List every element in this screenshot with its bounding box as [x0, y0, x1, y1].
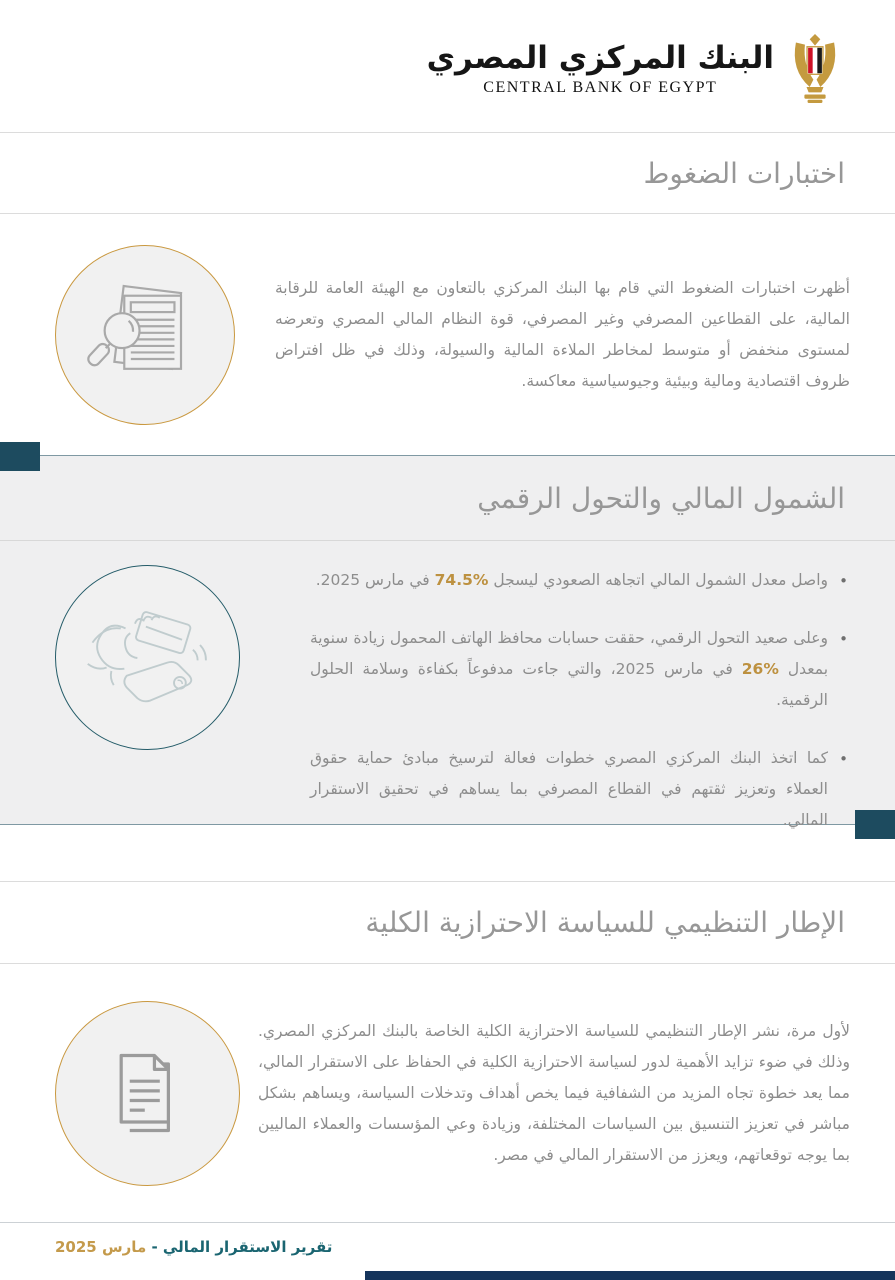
section-macroprudential-body	[0, 964, 895, 1222]
highlight-value: %26	[741, 660, 779, 678]
footer-report-name: تقرير الاستقرار المالي -	[146, 1238, 333, 1256]
cbe-eagle-emblem	[790, 34, 840, 104]
macroprudential-icon-circle	[55, 1001, 240, 1186]
band-edge-tab-start	[0, 442, 40, 471]
page-footer	[0, 1222, 895, 1280]
section-financial-inclusion-title: الشمول المالي والتحول الرقمي	[477, 481, 845, 515]
bank-name-arabic: البنك المركزي المصري	[426, 40, 774, 77]
section-financial-inclusion	[0, 455, 895, 829]
highlight-value: %74.5	[434, 571, 489, 589]
bullet-text: واصل معدل الشمول المالي اتجاهه الصعودي ليسجل	[488, 571, 828, 589]
bank-name-english: CENTRAL BANK OF EGYPT	[483, 78, 718, 96]
contactless-payment-icon	[83, 593, 213, 723]
section-financial-inclusion-body	[0, 541, 895, 863]
stress-tests-paragraph: أظهرت اختبارات الضغوط التي قام بها البنك المركزي بالتعاون مع الهيئة العامة للرقابة المالية، على القطاعين المصرفي وغير المصرفي، قوة النظام المالي المصري وتعرضه لمستوى منخفض أو متوسط لمخاطر الملاءة المالية والسيولة، وذلك في ظل افتراض ظروف اقتصادية ومالية وبيئية وجيوسياسية معاكسة.	[275, 278, 850, 390]
bullet-text: كما اتخذ البنك المركزي المصري خطوات فعالة لترسيخ مبادئ حماية حقوق العملاء وتعزيز ثقتهم في القطاع المصرفي بما يساهم في تحقيق الاستقرار المالي.	[310, 749, 828, 829]
magnifier-documents-icon	[85, 275, 205, 395]
section-financial-inclusion-banner	[0, 456, 895, 541]
cbe-logo-text	[427, 41, 774, 97]
section-macroprudential-banner	[0, 881, 895, 964]
financial-inclusion-icon-circle	[55, 565, 240, 750]
bullet-inclusion-rate	[310, 565, 850, 596]
bullet-text: في مارس 2025.	[315, 571, 435, 589]
bullet-mobile-wallets	[310, 623, 850, 716]
band-edge-tab-end	[855, 810, 895, 839]
bullet-text: في مارس 2025، والتي جاءت مدفوعاً بكفاءة وسلامة الحلول الرقمية.	[310, 660, 828, 709]
document-pages-icon	[89, 1034, 207, 1152]
macroprudential-paragraph: لأول مرة، نشر الإطار التنظيمي للسياسة الاحترازية الكلية الخاصة بالبنك المركزي المصري. وذلك في ضوء تزايد الأهمية لدور لسياسة الاحترازية الكلية في الحفاظ على الاستقرار المالي، مما يعد خطوة تجاه المزيد من الشفافية فيما يخص أهداف وتدخلات السياسة، ويساهم بشكل مباشر في تعزيز التنسيق بين السياسات المختلفة، وزيادة وعي المؤسسات والعملاء الماليين بما يوجه توقعاتهم، ويعزز من الاستقرار المالي في مصر.	[258, 1021, 850, 1164]
footer-report-date: مارس 2025	[55, 1238, 147, 1256]
section-stress-tests-title: اختبارات الضغوط	[643, 156, 845, 190]
cbe-logo	[427, 34, 840, 104]
section-macroprudential-title: الإطار التنظيمي للسياسة الاحترازية الكلية	[365, 906, 845, 939]
footer-navy-bar	[365, 1271, 895, 1280]
bullet-consumer-protection	[310, 743, 850, 836]
bullet-text: وعلى صعيد التحول الرقمي، حققت حسابات محافظ الهاتف المحمول زيادة سنوية بمعدل	[310, 629, 829, 678]
footer-report-label	[55, 1238, 332, 1256]
financial-inclusion-bullets	[310, 565, 850, 863]
section-stress-tests-banner	[0, 133, 895, 214]
stress-tests-icon-circle	[55, 245, 235, 425]
page-header	[0, 0, 895, 133]
section-stress-tests-body	[0, 214, 895, 455]
